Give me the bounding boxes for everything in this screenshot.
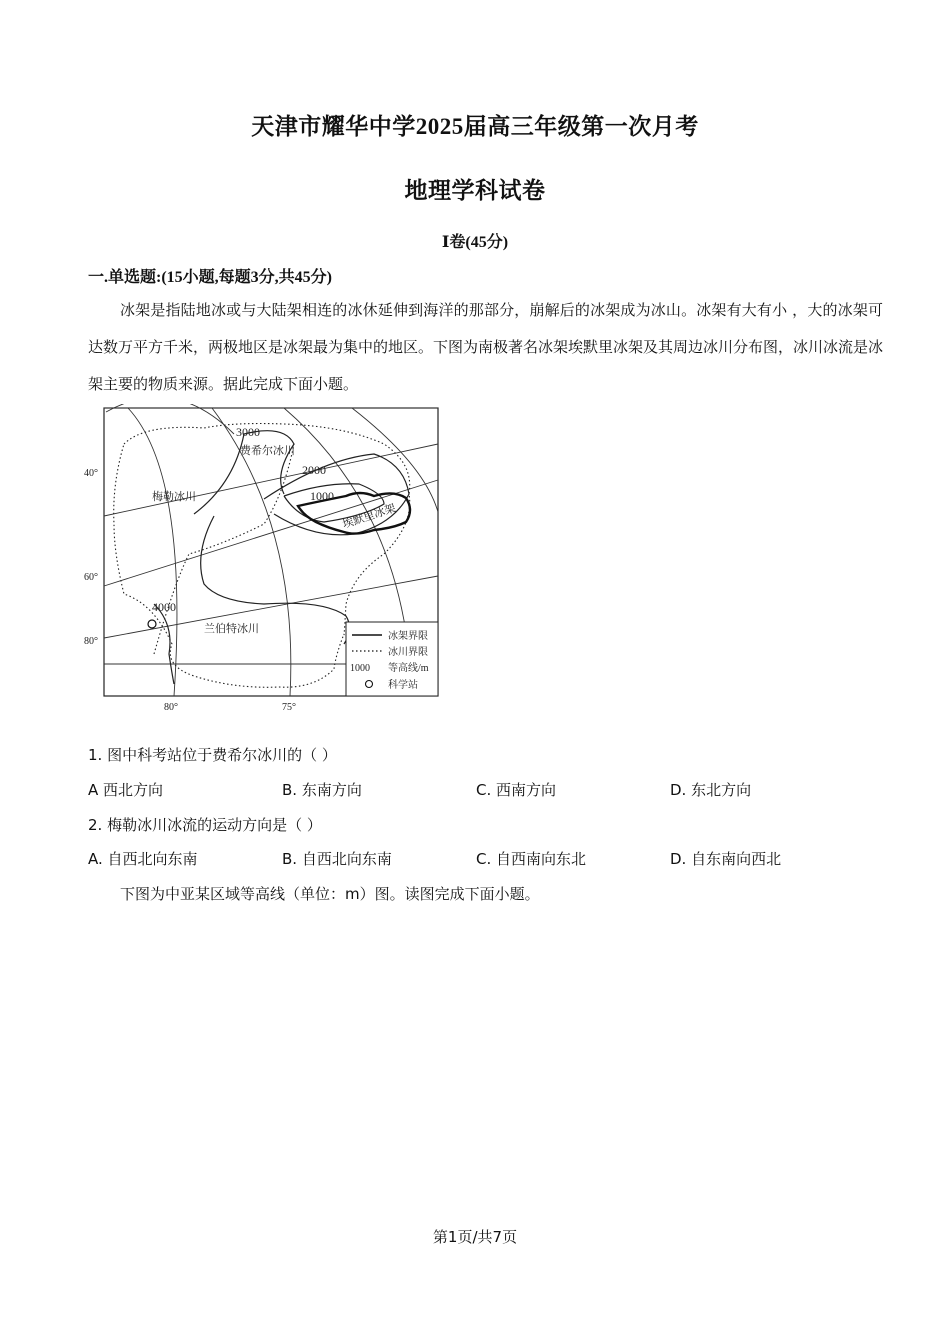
latitude-60-label: 60°	[84, 572, 98, 583]
legend-shelf-text: 冰架界限	[388, 631, 428, 642]
question-1-stem: 1. 图中科考站位于费希尔冰川的（ ）	[88, 746, 337, 764]
legend-station-text: 科学站	[388, 680, 418, 691]
meller-glacier-label: 梅勒冰川	[152, 491, 196, 503]
page-footer: 第1页/共7页	[432, 1228, 518, 1246]
latitude-40-label: 40°	[84, 468, 98, 479]
exam-title: 天津市耀华中学2025届高三年级第一次月考	[251, 114, 699, 139]
contour-3000-label: 3000	[236, 425, 260, 439]
exam-subtitle: 地理学科试卷	[404, 178, 546, 204]
amery-ice-shelf-label: 埃默里冰架	[341, 502, 398, 531]
q1-option-c[interactable]: C. 西南方向	[476, 781, 557, 799]
q1-option-a[interactable]: A 西北方向	[88, 781, 164, 799]
q2-option-c[interactable]: C. 自西南向东北	[476, 850, 587, 868]
amery-ice-shelf-map	[84, 404, 444, 716]
longitude-80-label: 80°	[164, 702, 178, 713]
contour-2000-label: 2000	[302, 463, 326, 477]
q1-option-b[interactable]: B. 东南方向	[282, 781, 362, 799]
q1-option-d[interactable]: D. 东北方向	[670, 781, 752, 799]
legend-contour-text: 等高线/m	[388, 663, 429, 674]
question-group-heading: 一.单选题:(15小题,每题3分,共45分)	[88, 269, 332, 286]
question-2-stem: 2. 梅勒冰川冰流的运动方向是（ ）	[88, 816, 322, 834]
contour-1000-label: 1000	[310, 489, 334, 503]
longitude-75-label: 75°	[282, 702, 296, 713]
lambert-glacier-label: 兰伯特冰川	[204, 623, 259, 635]
q2-option-d[interactable]: D. 自东南向西北	[670, 850, 782, 868]
fisher-glacier-label: 费希尔冰川	[240, 445, 295, 457]
legend-glacier-text: 冰川界限	[388, 647, 428, 658]
legend-contour-value: 1000	[350, 663, 370, 674]
q2-option-b[interactable]: B. 自西北向东南	[282, 850, 392, 868]
passage-ice-shelf: 冰架是指陆地冰或与大陆架相连的冰休延伸到海洋的那部分，崩解后的冰架成为冰山。冰架有大有小 ，大的冰架可达数万平方千米，两极地区是冰架最为集中的地区。下图为南极著名冰架埃默里冰架及其周边冰川分布图，冰川冰流是冰架主要的物质来源。据此完成下面小题。	[88, 301, 884, 393]
section-title: Ⅰ卷(45分)	[441, 234, 509, 251]
q2-option-a[interactable]: A. 自西北向东南	[88, 850, 198, 868]
latitude-80-label: 80°	[84, 636, 98, 647]
science-station-icon	[148, 620, 156, 628]
passage-central-asia: 下图为中亚某区域等高线（单位：m）图。读图完成下面小题。	[120, 885, 540, 903]
contour-4000-label: 4000	[152, 600, 176, 614]
map-legend	[346, 622, 438, 696]
legend-station-icon	[366, 681, 373, 688]
